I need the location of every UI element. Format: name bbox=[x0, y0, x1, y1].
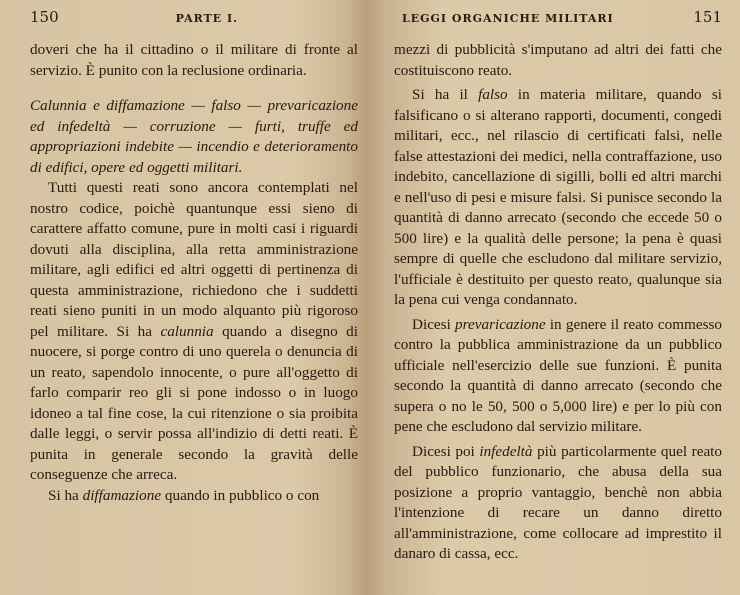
left-page-header bbox=[30, 8, 358, 32]
paragraph-text: quando in pubblico o con bbox=[161, 486, 320, 504]
paragraph bbox=[30, 178, 358, 486]
continued-paragraph: mezzi di pubblicità s'imputano ad altri dei fatti che costituiscono reato. bbox=[394, 41, 722, 79]
right-page bbox=[372, 0, 740, 595]
paragraph bbox=[394, 315, 722, 438]
emphasis-term: diffamazione bbox=[82, 486, 162, 504]
section-heading: Calunnia e diffamazione — falso — prevaricazione ed infedeltà — corruzione — furti, truffe ed appropriazioni indebite — incendio e deterioramento di edifici, opere ed oggetti militari. bbox=[30, 97, 358, 176]
right-page-header bbox=[394, 8, 722, 32]
paragraph-text: Si ha bbox=[48, 486, 83, 504]
paragraph-text: Si ha il bbox=[412, 86, 479, 103]
paragraph-text: Tutti questi reati sono ancora contemplati nel nostro codice, poichè quantunque essi sieno di carattere affatto comune, pure in molti casi i riguardi dovuti alla disciplina, alla retta amministrazione militare, agli edifici ed altri oggetti di pertinenza di questa amministrazione, richiedono che i suddetti reati sieno puniti in un modo alquanto più rigoroso pel militare. Si ha bbox=[30, 179, 358, 340]
page-number: 150 bbox=[30, 8, 59, 26]
emphasis-term: falso bbox=[478, 86, 508, 103]
emphasis-term: infedeltà bbox=[479, 442, 533, 460]
page-number: 151 bbox=[693, 8, 722, 26]
continued-paragraph: doveri che ha il cittadino o il militare di fronte al servizio. È punito con la reclusione ordinaria. bbox=[30, 41, 358, 79]
paragraph bbox=[394, 85, 722, 311]
paragraph-text: più particolarmente quel reato del pubblico funzionario, che abusa della sua posizione a proprio vantaggio, benchè non abbia l'intenzione di recare un danno diretto all'amministrazione, come collocare ad imprestito il danaro di cassa, ecc. bbox=[394, 442, 722, 562]
paragraph-text: quando a disegno di nuocere, si porge contro di uno querela o denuncia di un reato, sapendolo innocente, o pure all'oggetto di farlo comparir reo gli si pone indosso o in luogo idoneo a tal fine cose, la cui ritenzione o sia proibita dalle leggi, o servir possa all'indizio di detti reati. È punita in generale secondo la gravità delle conseguenze che arreca. bbox=[30, 322, 358, 483]
emphasis-term: prevaricazione bbox=[455, 315, 546, 333]
paragraph-text: in materia militare, quando si falsificano o si alterano rapporti, documenti, congedi militari, ecc., nel rilascio di certificati falsi, nelle false attestazioni dei medici, nella contraffazione, uso indebito, cancellazione di sigilli, bolli ed altri marchi e nell'uso di pesi e misure falsi. Si punisce secondo la quantità di danno arrecato (secondo che eccede 50 o 500 lire) e la qualità delle persone; la pena è quasi sempre di quelle che escludono dal militare servizio, l'ufficiale è destituito per questo reato, qualunque sia la pena cui venga condannato. bbox=[394, 86, 722, 308]
paragraph bbox=[394, 442, 722, 565]
running-head: PARTE I. bbox=[175, 12, 238, 25]
emphasis-term: calunnia bbox=[160, 322, 214, 340]
running-head: LEGGI ORGANICHE MILITARI bbox=[402, 12, 614, 25]
left-page bbox=[0, 0, 368, 595]
paragraph-text: in genere il reato commesso contro la pubblica amministrazione da un pubblico ufficiale nell'esercizio delle sue funzioni. È punita secondo la quantità di danno arrecato (secondo che supera o no le 50, 500 o 5,000 lire) e per lo più con pene che escludono dal servizio militare. bbox=[394, 315, 722, 435]
paragraph-text: Dicesi bbox=[412, 315, 456, 333]
paragraph-text: Dicesi poi bbox=[412, 442, 480, 460]
paragraph bbox=[30, 486, 358, 507]
